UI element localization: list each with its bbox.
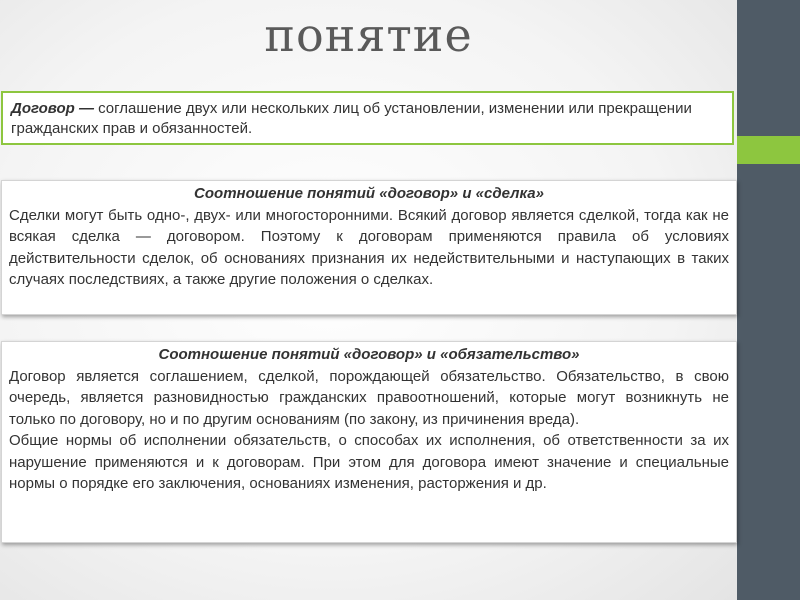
sidebar-accent-stripe xyxy=(737,136,800,164)
definition-text: соглашение двух или нескольких лиц об установлении, изменении или прекращении гражданских прав и обязанностей. xyxy=(11,100,692,137)
definition-term: Договор — xyxy=(11,100,94,117)
card-paragraph: Общие нормы об исполнении обязательств, о способах их исполнения, об ответственности за их нарушение применяются и к договорам. При этом для договора имеют значение и специальные нормы о порядке его заключения, основаниях изменения, расторжения и др. xyxy=(9,432,729,492)
slide-title: понятие xyxy=(264,8,473,62)
contract-vs-obligation-card xyxy=(1,341,737,543)
card-paragraph: Договор является соглашением, сделкой, порождающей обязательство. Обязательство, в свою очередь, является разновидностью гражданских правоотношений, которые могут возникнуть не только по договору, но и по другим основаниям (по закону, из причинения вреда). xyxy=(9,367,729,428)
card-heading: Соотношение понятий «договор» и «обязательство» xyxy=(158,346,580,363)
sidebar-decoration xyxy=(737,0,800,600)
card-paragraph: Сделки могут быть одно-, двух- или многосторонними. Всякий договор является сделкой, тогда как не всякая сделка — договором. Поэтому к договорам применяются правила об условиях действительности сделок, об основаниях признания их недействительными и наступающих в таких случаях последствиях, а также другие положения о сделках. xyxy=(9,206,729,288)
contract-vs-transaction-card xyxy=(1,180,737,315)
definition-box xyxy=(1,91,734,145)
card-heading: Соотношение понятий «договор» и «сделка» xyxy=(194,185,544,202)
